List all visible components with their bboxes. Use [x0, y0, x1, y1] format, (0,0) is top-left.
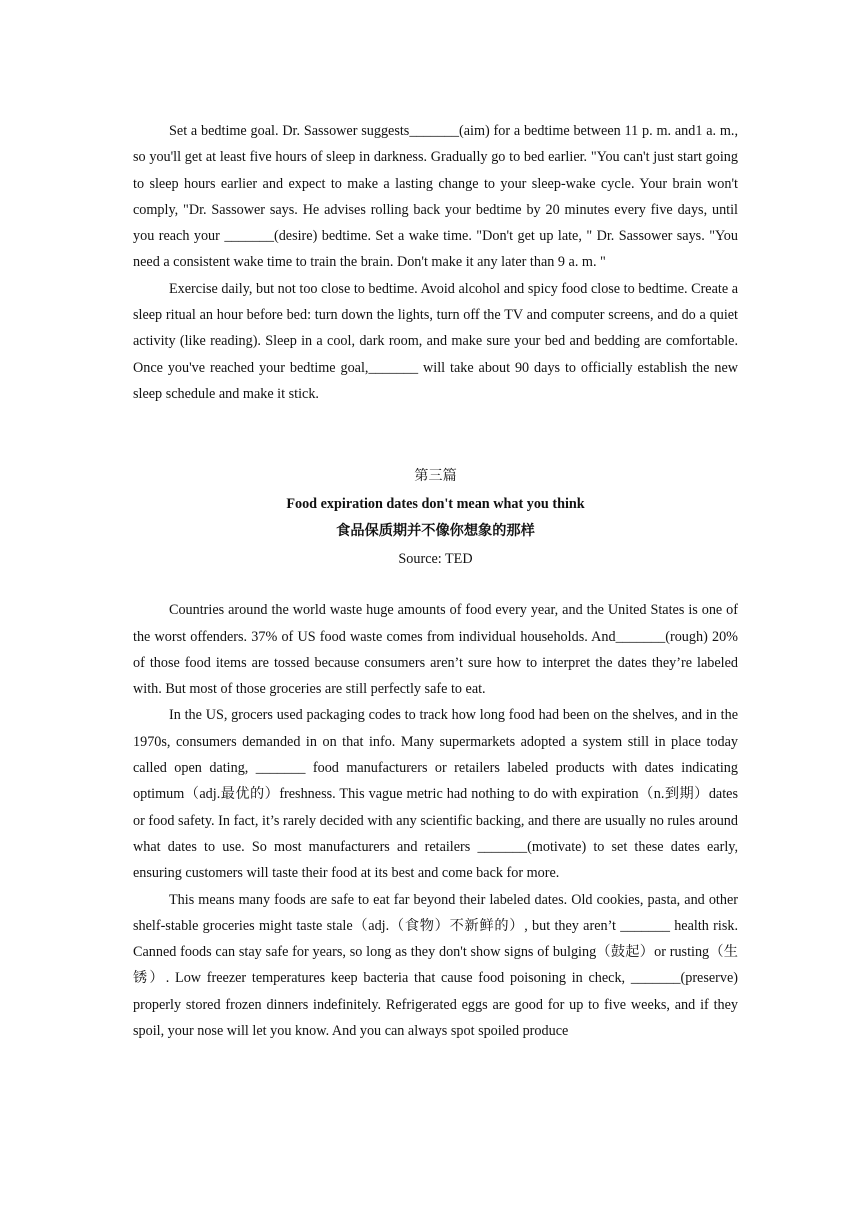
document-page: [133, 118, 738, 1044]
paragraph-exercise: Exercise daily, but not too close to bedtime. Avoid alcohol and spicy food close to bedtime. Create a sleep ritual an hour before bed: turn down the lights, turn off the TV and computer screens, and do a quiet activity (like reading). Sleep in a cool, dark room, and make sure your bed and bedding are comfortable. Once you've reached your bedtime goal,_______ will take about 90 days to officially establish the new sleep schedule and make it stick.: [133, 280, 738, 402]
article-title-en: Food expiration dates don't mean what you think: [286, 495, 585, 512]
paragraph-bedtime-goal: Set a bedtime goal. Dr. Sassower suggests_______(aim) for a bedtime between 11 p. m. and1 a. m., so you'll get at least five hours of sleep in darkness. Gradually go to bed earlier. "You can't just start going to sleep hours earlier and expect to make a lasting change to your sleep-wake cycle. Your brain won't comply, "Dr. Sassower says. He advises rolling back your bedtime by 20 minutes every five days, until you reach your _______(desire) bedtime. Set a wake time. "Don't get up late, " Dr. Sassower says. "You need a consistent wake time to train the brain. Don't make it any later than 9 a. m. ": [133, 123, 738, 271]
paragraph-food-waste: Countries around the world waste huge amounts of food every year, and the United States is one of the worst offenders. 37% of US food waste comes from individual households. And_______(rough) 20% of those food items are tossed because consumers aren’t sure how to interpret the dates they’re labeled with. But most of those groceries are still perfectly safe to eat.: [133, 602, 738, 698]
article-title-zh: 食品保质期并不像你想象的那样: [336, 523, 535, 540]
paragraph-open-dating: In the US, grocers used packaging codes to track how long food had been on the shelves, and in the 1970s, consumers demanded in on that info. Many supermarkets adopted a system still in place today called open dating, _______ food manufacturers or retailers labeled products with dates indicating optimum（adj.最优的）freshness. This vague metric had nothing to do with expiration（n.到期）dates or food safety. In fact, it’s rarely decided with any scientific backing, and there are usually no rules around what dates to use. So most manufacturers and retailers _______(motivate) to set these dates early, ensuring customers will taste their food at its best and come back for more.: [133, 707, 738, 882]
section-heading: 第三篇: [414, 468, 457, 485]
article-source: Source: TED: [398, 550, 473, 567]
paragraph-safe-foods: This means many foods are safe to eat far beyond their labeled dates. Old cookies, pasta, and other shelf-stable groceries might taste stale（adj.（食物）不新鲜的）, but they aren’t _______ health risk. Canned foods can stay safe for years, so long as they don't show signs of bulging（鼓起）or rusting（生锈）. Low freezer temperatures keep bacteria that cause food poisoning in check, _______(preserve) properly stored frozen dinners indefinitely. Refrigerated eggs are good for up to five weeks, and if they spoil, your nose will let you know. And you can always spot spoiled produce: [133, 891, 738, 1040]
